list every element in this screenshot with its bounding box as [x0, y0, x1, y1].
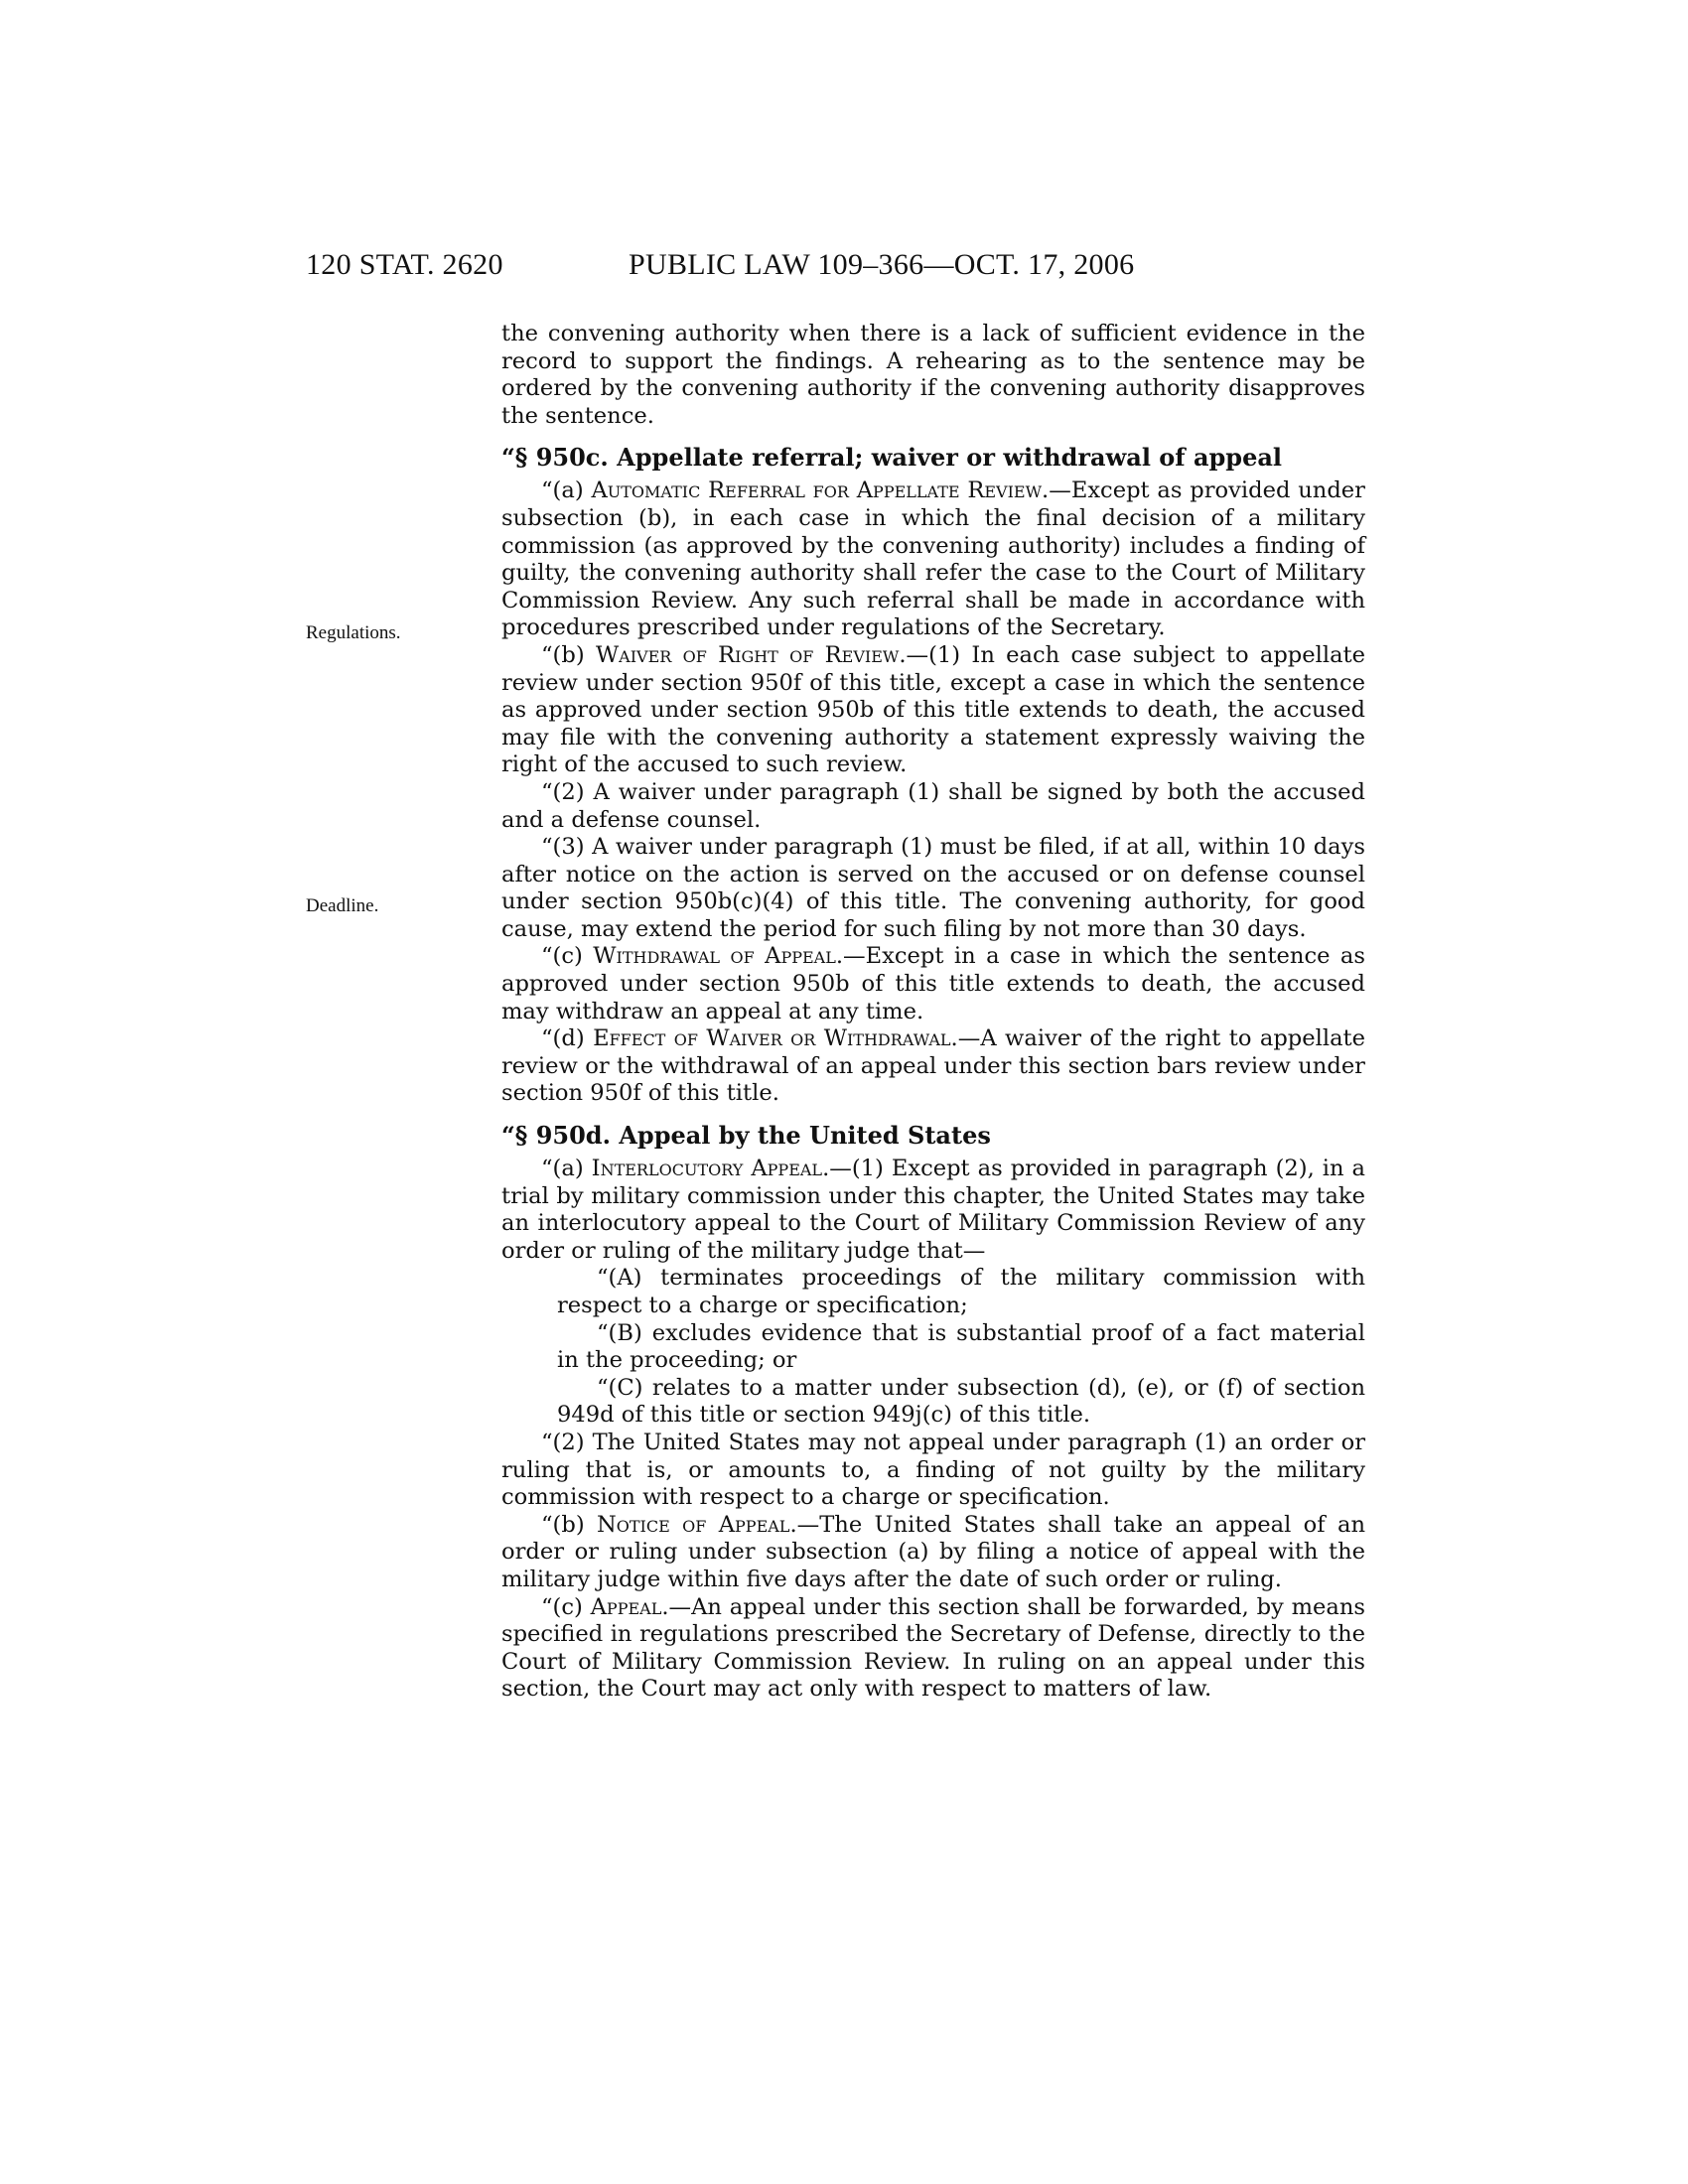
subsection-marker: “(c) [541, 943, 594, 970]
subsection-marker: “(d) [541, 1025, 594, 1052]
subsection-950d-b [501, 1512, 1365, 1594]
subsection-text: .—A waiver of the right to appellate review or the withdrawal of an appeal under this section bars review under section 950f of this title. [501, 1025, 1365, 1107]
statute-body [501, 321, 1365, 1704]
subsection-950d-a [501, 1156, 1365, 1265]
page-header [306, 248, 1219, 284]
margin-note-regulations: Regulations. [306, 622, 401, 643]
subsection-heading: Appeal [590, 1593, 662, 1620]
subsection-text: .—(1) In each case subject to appellate review under section 950f of this title, except a case in which the sentence as approved under section 950b of this title extends to death, the accused may file with the convening authority a statement expressly waiving the right of the accused to such review. [501, 641, 1365, 778]
subsection-heading: Waiver of Right of Review [595, 641, 900, 668]
subsection-marker: “(c) [541, 1593, 591, 1620]
subparagraph-950d-a-C: “(C) relates to a matter under subsection (d), (e), or (f) of section 949d of this title or section 949j(c) of this title. [557, 1374, 1365, 1429]
public-law-title: PUBLIC LAW 109–366—OCT. 17, 2006 [629, 248, 1135, 281]
subsection-950c-d [501, 1025, 1365, 1108]
paragraph-continuation: the convening authority when there is a lack of sufficient evidence in the record to support the findings. A rehearing as to the sentence may be ordered by the convening authority if the convening authority disapproves the sentence. [501, 321, 1365, 429]
subsection-heading: Automatic Referral for Appellate Review [591, 478, 1043, 504]
subsection-heading: Interlocutory Appeal [591, 1156, 823, 1182]
margin-note-deadline: Deadline. [306, 895, 379, 916]
subsection-marker: “(a) [541, 1156, 592, 1182]
subsection-text: .—An appeal under this section shall be forwarded, by means specified in regulations prescribed the Secretary of Defense, directly to the Court of Military Commission Review. In ruling on an appeal under this section, the Court may act only with respect to matters of law. [501, 1593, 1365, 1703]
paragraph-950c-b-3: “(3) A waiver under paragraph (1) must be filed, if at all, within 10 days after notice on the action is served on the accused or on defense counsel under section 950b(c)(4) of this title. The convening authority, for good cause, may extend the period for such filing by not more than 30 days. [501, 834, 1365, 942]
subsection-heading: Withdrawal of Appeal [593, 943, 836, 970]
section-heading-950c: “§ 950c. Appellate referral; waiver or withdrawal of appeal [501, 443, 1283, 473]
paragraph-950c-b-2: “(2) A waiver under paragraph (1) shall be signed by both the accused and a defense counsel. [501, 778, 1365, 833]
subsection-text: .—(1) Except as provided in paragraph (2), in a trial by military commission under this chapter, the United States may take an interlocutory appeal to the Court of Military Commission Review of any order or ruling of the military judge that— [501, 1156, 1365, 1264]
subsection-text: .—The United States shall take an appeal of an order or ruling under subsection (a) by filing a notice of appeal with the military judge within five days after the date of such order or ruling. [501, 1511, 1365, 1592]
subsection-950d-c [501, 1594, 1365, 1704]
subsection-950c-c [501, 943, 1365, 1025]
subparagraph-950d-a-A: “(A) terminates proceedings of the military commission with respect to a charge or specification; [557, 1265, 1365, 1318]
statute-page-number: 120 STAT. 2620 [306, 248, 503, 281]
subsection-950c-b [501, 642, 1365, 779]
subsection-heading: Effect of Waiver or Withdrawal [593, 1025, 951, 1052]
subparagraph-950d-a-B: “(B) excludes evidence that is substantial proof of a fact material in the proceeding; or [557, 1319, 1365, 1374]
subsection-950c-a [501, 478, 1365, 642]
subsection-heading: Notice of Appeal [597, 1511, 790, 1538]
subsection-text: .—Except in a case in which the sentence as approved under section 950b of this title extends to death, the accused may withdraw an appeal at any time. [501, 943, 1365, 1024]
subsection-text: .—Except as provided under subsection (b), in each case in which the final decision of a military commission (as approved by the convening authority) includes a finding of guilty, the convening authority shall refer the case to the Court of Military Commission Review. Any such referral shall be made in accordance with procedures prescribed under regulations of the Secretary. [501, 478, 1365, 641]
paragraph-950d-a-2: “(2) The United States may not appeal under paragraph (1) an order or ruling that is, or amounts to, a finding of not guilty by the military commission with respect to a charge or specification. [501, 1429, 1365, 1511]
subsection-marker: “(b) [541, 641, 596, 668]
subsection-marker: “(a) [541, 478, 592, 504]
subsection-marker: “(b) [541, 1511, 597, 1538]
section-heading-950d: “§ 950d. Appeal by the United States [501, 1121, 991, 1151]
